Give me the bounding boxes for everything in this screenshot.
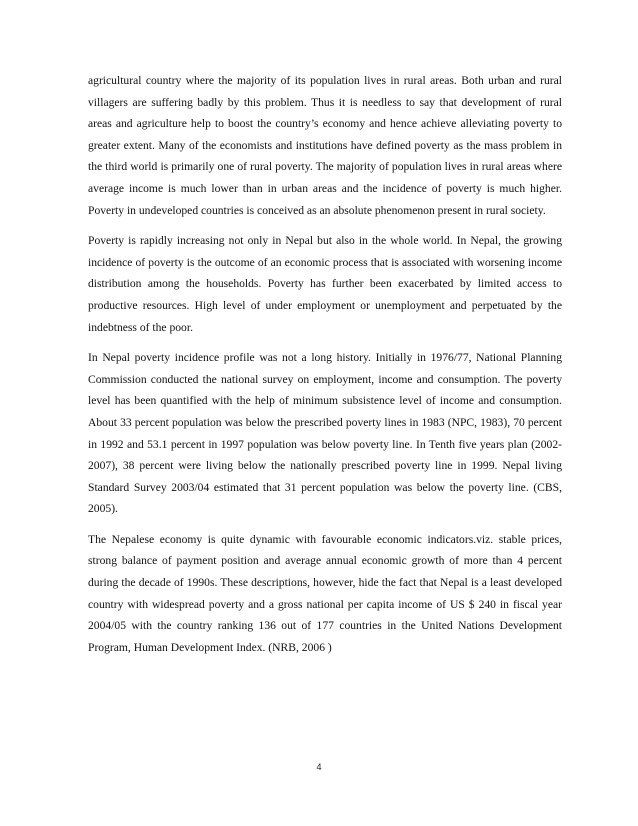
paragraph-4: The Nepalese economy is quite dynamic with favourable economic indicators.viz. stable prices, strong balance of payment position and average annual economic growth of more than 4 percent during the decade of 1990s. These descriptions, however, hide the fact that Nepal is a least developed country with widespread poverty and a gross national per capita income of US $ 240 in fiscal year 2004/05 with the country ranking 136 out of 177 countries in the United Nations Development Program, Human Development Index. (NRB, 2006 ): [88, 532, 562, 654]
paragraph-3: In Nepal poverty incidence profile was not a long history. Initially in 1976/77, National Planning Commission conducted the national survey on employment, income and consumption. The poverty level has been quantified with the help of minimum subsistence level of income and consumption. About 33 percent population was below the prescribed poverty lines in 1983 (NPC, 1983), 70 percent in 1992 and 53.1 percent in 1997 population was below poverty line. In Tenth five years plan (2002-2007), 38 percent were living below the nationally prescribed poverty line in 1999. Nepal living Standard Survey 2003/04 estimated that 31 percent population was below the poverty line. (CBS, 2005).: [88, 351, 562, 516]
paragraph-2: Poverty is rapidly increasing not only in Nepal but also in the whole world. In Nepal, the growing incidence of poverty is the outcome of an economic process that is associated with worsening income distribution among the households. Poverty has further been exacerbated by limited access to productive resources. High level of under employment or unemployment and perpetuated by the indebtness of the poor.: [88, 234, 562, 334]
paragraph-1: agricultural country where the majority of its population lives in rural areas. Both urban and rural villagers are suffering badly by this problem. Thus it is needless to say that development of rural areas and agriculture help to boost the country’s economy and hence achieve alleviating poverty to greater extent. Many of the economists and institutions have defined poverty as the mass problem in the third world is primarily one of rural poverty. The majority of population lives in rural areas where average income is much lower than in urban areas and the incidence of poverty is much higher. Poverty in undeveloped countries is conceived as an absolute phenomenon present in rural society.: [88, 74, 562, 217]
page-body: [88, 70, 562, 667]
page-number: 4: [316, 762, 322, 772]
